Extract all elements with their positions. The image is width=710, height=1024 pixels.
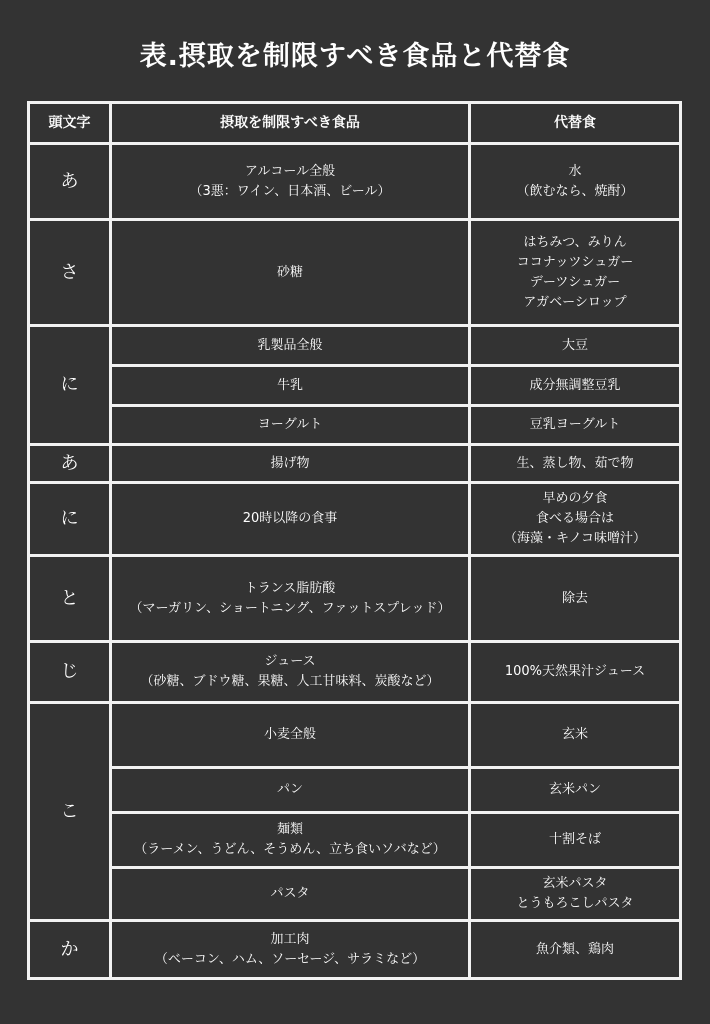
alternative-food-text: 成分無調整豆乳	[529, 377, 621, 393]
alternative-food-text: アガベーシロップ	[523, 294, 627, 310]
restricted-food-text: ヨーグルト	[257, 417, 323, 432]
restricted-food-text: 20時以降の食事	[242, 511, 338, 526]
alternative-food-text: 大豆	[561, 337, 588, 353]
table-row	[29, 326, 681, 366]
alternative-food-cell	[470, 642, 681, 703]
restricted-food-cell	[111, 483, 470, 556]
restricted-food-cell	[111, 220, 470, 326]
initial-cell: に	[29, 483, 111, 556]
alternative-food-cell	[470, 445, 681, 483]
restricted-food-text: ジュース	[264, 654, 316, 669]
alternative-food-text: （海藻・キノコ味噌汁）	[503, 531, 647, 546]
table-row	[29, 366, 681, 406]
restricted-food-cell	[111, 813, 470, 868]
header-alt: 代替食	[470, 103, 681, 144]
restricted-food-cell	[111, 144, 470, 220]
food-table	[27, 101, 682, 980]
table-row	[29, 556, 681, 642]
restricted-food-text: （砂糖、ブドウ糖、果糖、人工甘味料、炭酸など）	[140, 674, 440, 689]
initial-cell: あ	[29, 144, 111, 220]
restricted-food-cell	[111, 642, 470, 703]
alternative-food-text: はちみつ、みりん	[523, 234, 627, 250]
alternative-food-text: 玄米	[561, 727, 588, 742]
alternative-food-cell	[470, 483, 681, 556]
restricted-food-text: 砂糖	[276, 264, 303, 280]
alternative-food-text: 魚介類、鶏肉	[535, 941, 614, 957]
alternative-food-cell	[470, 406, 681, 445]
alternative-food-cell	[470, 813, 681, 868]
restricted-food-text: アルコール全般	[244, 163, 336, 179]
initial-cell: じ	[29, 642, 111, 703]
restricted-food-text: （3悪：ワイン、日本酒、ビール）	[189, 183, 391, 199]
table-row	[29, 703, 681, 768]
alternative-food-text: 玄米パスタ	[542, 876, 608, 891]
alternative-food-text: 水	[568, 163, 582, 179]
alternative-food-cell	[470, 220, 681, 326]
restricted-food-text: 麺類	[276, 822, 303, 837]
table-row	[29, 406, 681, 445]
restricted-food-text: 牛乳	[276, 377, 303, 393]
table-row	[29, 220, 681, 326]
table-row	[29, 642, 681, 703]
restricted-food-text: パン	[276, 782, 303, 797]
initial-cell: さ	[29, 220, 111, 326]
alternative-food-cell	[470, 144, 681, 220]
table-row	[29, 144, 681, 220]
restricted-food-text: 乳製品全般	[257, 337, 323, 353]
restricted-food-text: （ラーメン、うどん、そうめん、立ち食いソバなど）	[134, 842, 446, 857]
restricted-food-cell	[111, 868, 470, 921]
alternative-food-text: 十割そば	[548, 832, 601, 847]
alternative-food-text: 食べる場合は	[535, 511, 614, 526]
restricted-food-text: トランス脂肪酸	[244, 580, 336, 596]
alternative-food-text: 生、蒸し物、茹で物	[516, 455, 634, 471]
restricted-food-cell	[111, 921, 470, 979]
alternative-food-cell	[470, 921, 681, 979]
table-row	[29, 813, 681, 868]
table-row	[29, 768, 681, 813]
restricted-food-cell	[111, 326, 470, 366]
table-row	[29, 921, 681, 979]
header-food: 摂取を制限すべき食品	[111, 103, 470, 144]
table-row	[29, 483, 681, 556]
initial-cell: か	[29, 921, 111, 979]
restricted-food-text: 小麦全般	[263, 727, 316, 742]
alternative-food-text: とうもろこしパスタ	[516, 896, 634, 911]
alternative-food-text: 玄米パン	[548, 782, 601, 797]
alternative-food-cell	[470, 768, 681, 813]
restricted-food-text: パスタ	[270, 886, 310, 901]
restricted-food-cell	[111, 406, 470, 445]
restricted-food-text: （マーガリン、ショートニング、ファットスプレッド）	[129, 600, 451, 616]
initial-cell: に	[29, 326, 111, 445]
alternative-food-text: 豆乳ヨーグルト	[529, 417, 621, 432]
table-header-row	[29, 103, 681, 144]
alternative-food-cell	[470, 703, 681, 768]
alternative-food-text: デーツシュガー	[529, 274, 621, 290]
initial-cell: と	[29, 556, 111, 642]
restricted-food-text: （ベーコン、ハム、ソーセージ、サラミなど）	[154, 951, 426, 967]
alternative-food-cell	[470, 326, 681, 366]
alternative-food-text: 除去	[561, 590, 588, 606]
restricted-food-cell	[111, 768, 470, 813]
restricted-food-cell	[111, 366, 470, 406]
alternative-food-text: 100%天然果汁ジュース	[504, 664, 646, 679]
page-title: 表.摂取を制限すべき食品と代替食	[139, 41, 571, 72]
alternative-food-text: 早めの夕食	[542, 491, 608, 506]
alternative-food-cell	[470, 366, 681, 406]
alternative-food-cell	[470, 868, 681, 921]
alternative-food-cell	[470, 556, 681, 642]
table-body	[29, 144, 681, 979]
restricted-food-text: 加工肉	[270, 931, 310, 947]
initial-cell: こ	[29, 703, 111, 921]
table-row	[29, 868, 681, 921]
restricted-food-cell	[111, 445, 470, 483]
restricted-food-text: 揚げ物	[270, 455, 310, 471]
header-initial: 頭文字	[29, 103, 111, 144]
restricted-food-cell	[111, 556, 470, 642]
alternative-food-text: ココナッツシュガー	[516, 254, 634, 270]
restricted-food-cell	[111, 703, 470, 768]
initial-cell: あ	[29, 445, 111, 483]
alternative-food-text: （飲むなら、焼酎）	[516, 183, 634, 199]
table-row	[29, 445, 681, 483]
